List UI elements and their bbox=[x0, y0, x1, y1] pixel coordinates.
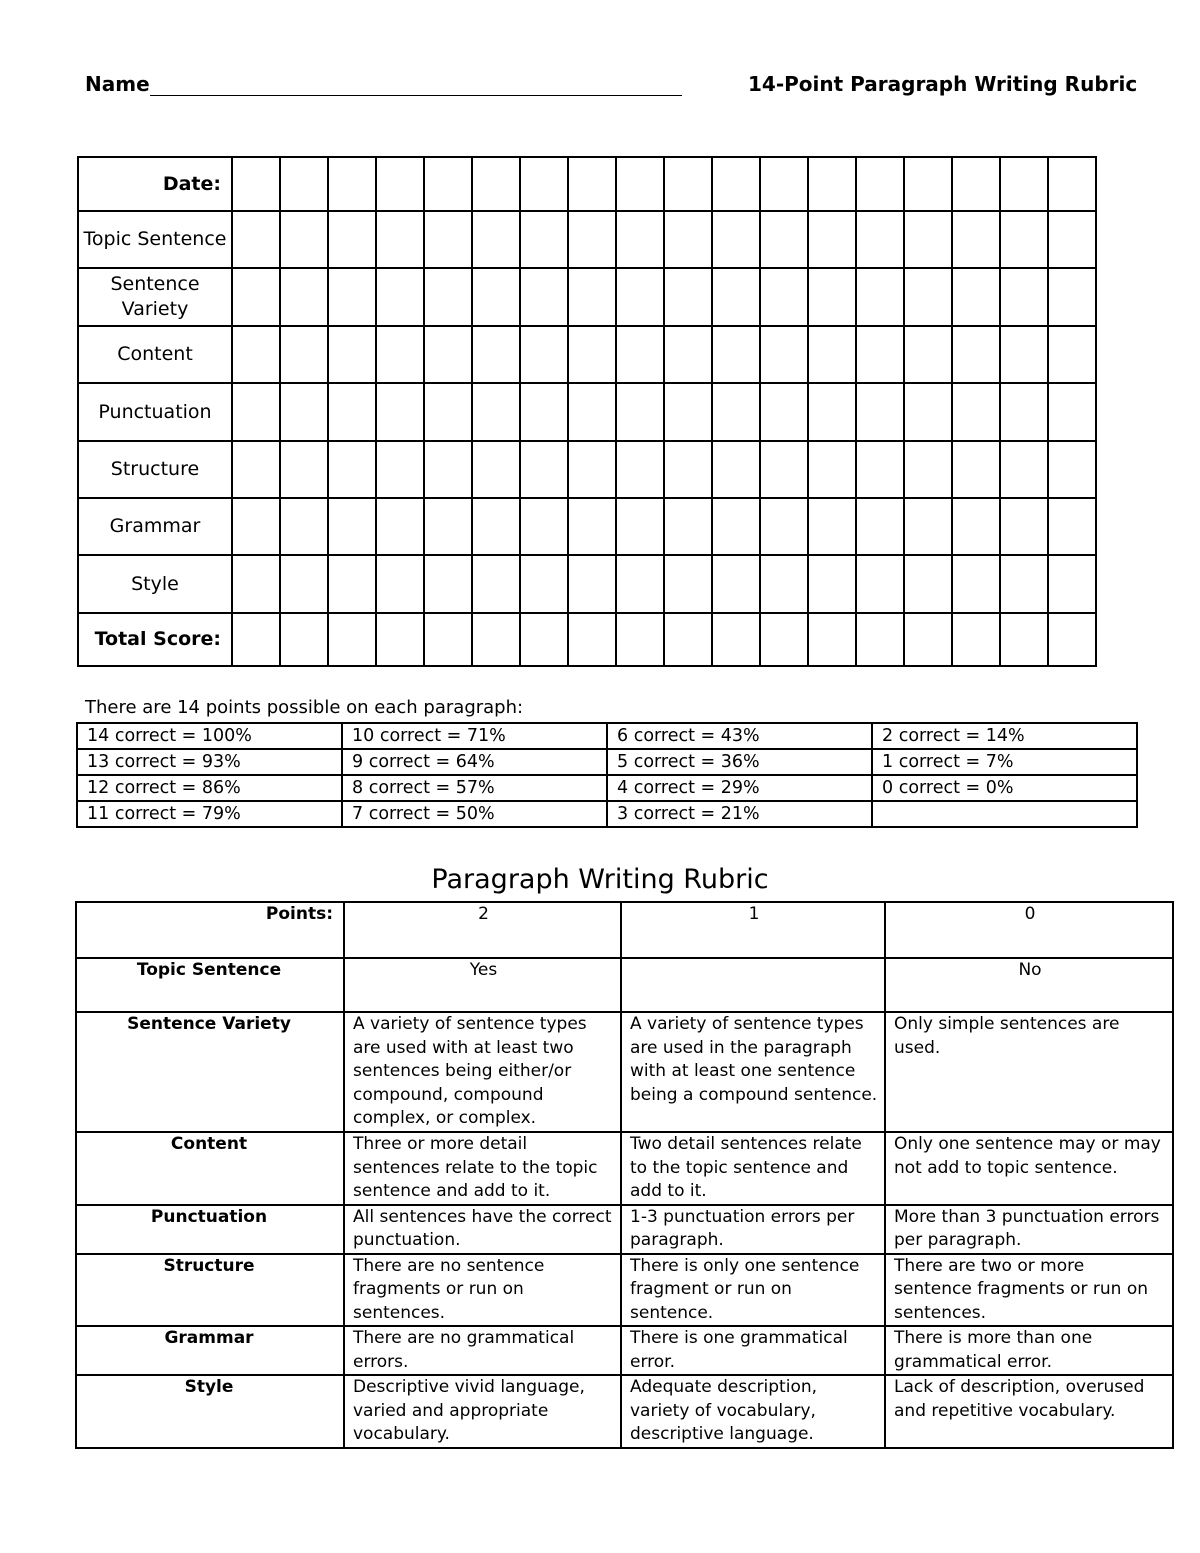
score-cell[interactable] bbox=[712, 211, 760, 268]
score-cell[interactable] bbox=[328, 498, 376, 555]
score-cell[interactable] bbox=[1048, 613, 1096, 666]
score-cell[interactable] bbox=[664, 157, 712, 211]
score-cell[interactable] bbox=[280, 498, 328, 555]
score-cell[interactable] bbox=[424, 383, 472, 441]
percent-row bbox=[77, 723, 1137, 749]
score-cell[interactable] bbox=[520, 157, 568, 211]
score-cell[interactable] bbox=[328, 157, 376, 211]
rubric-row bbox=[76, 1326, 1173, 1375]
criterion-label: Sentence Variety bbox=[78, 268, 232, 326]
criterion-label: Content bbox=[78, 326, 232, 383]
score-cell[interactable] bbox=[376, 211, 424, 268]
score-cell[interactable] bbox=[424, 326, 472, 383]
score-cell[interactable] bbox=[520, 498, 568, 555]
score-cell[interactable] bbox=[808, 498, 856, 555]
score-cell[interactable] bbox=[232, 157, 280, 211]
points-label: Points: bbox=[76, 902, 344, 958]
percent-row bbox=[77, 749, 1137, 775]
score-cell[interactable] bbox=[520, 326, 568, 383]
score-cell[interactable] bbox=[952, 268, 1000, 326]
score-cell[interactable] bbox=[760, 555, 808, 613]
score-cell[interactable] bbox=[1000, 555, 1048, 613]
score-cell[interactable] bbox=[328, 383, 376, 441]
score-cell[interactable] bbox=[712, 555, 760, 613]
percent-cell: 4 correct = 29% bbox=[607, 775, 872, 801]
score-cell[interactable] bbox=[568, 211, 616, 268]
score-cell[interactable] bbox=[760, 211, 808, 268]
percent-cell: 14 correct = 100% bbox=[77, 723, 342, 749]
score-cell[interactable] bbox=[856, 211, 904, 268]
criterion-label: Style bbox=[78, 555, 232, 613]
grid-row bbox=[78, 157, 1096, 211]
score-cell[interactable] bbox=[376, 441, 424, 498]
score-cell[interactable] bbox=[520, 613, 568, 666]
score-cell[interactable] bbox=[808, 157, 856, 211]
points-1: 1 bbox=[621, 902, 885, 958]
score-cell[interactable] bbox=[712, 498, 760, 555]
score-cell[interactable] bbox=[568, 326, 616, 383]
score-cell[interactable] bbox=[1048, 211, 1096, 268]
score-cell[interactable] bbox=[280, 268, 328, 326]
percent-cell: 12 correct = 86% bbox=[77, 775, 342, 801]
score-cell[interactable] bbox=[280, 441, 328, 498]
score-cell[interactable] bbox=[1000, 613, 1048, 666]
score-cell[interactable] bbox=[712, 268, 760, 326]
score-cell[interactable] bbox=[568, 555, 616, 613]
criterion-label: Punctuation bbox=[78, 383, 232, 441]
score-cell[interactable] bbox=[760, 268, 808, 326]
percent-row bbox=[77, 801, 1137, 827]
score-cell[interactable] bbox=[664, 383, 712, 441]
score-cell[interactable] bbox=[952, 613, 1000, 666]
rubric-desc-2: A variety of sentence types are used with at least two sentences being either/or compound, compound complex, or complex. bbox=[344, 1012, 621, 1132]
percent-cell bbox=[872, 801, 1137, 827]
score-cell[interactable] bbox=[376, 157, 424, 211]
percent-cell: 0 correct = 0% bbox=[872, 775, 1137, 801]
score-cell[interactable] bbox=[568, 613, 616, 666]
rubric-criterion: Structure bbox=[76, 1254, 344, 1327]
score-cell[interactable] bbox=[616, 268, 664, 326]
score-cell[interactable] bbox=[664, 268, 712, 326]
rubric-desc-0: Lack of description, overused and repetitive vocabulary. bbox=[885, 1375, 1173, 1448]
rubric-row bbox=[76, 1254, 1173, 1327]
score-cell[interactable] bbox=[904, 555, 952, 613]
score-cell[interactable] bbox=[472, 211, 520, 268]
score-cell[interactable] bbox=[568, 441, 616, 498]
score-cell[interactable] bbox=[472, 498, 520, 555]
score-cell[interactable] bbox=[568, 383, 616, 441]
score-cell[interactable] bbox=[376, 383, 424, 441]
score-cell[interactable] bbox=[664, 613, 712, 666]
score-cell[interactable] bbox=[952, 383, 1000, 441]
score-cell[interactable] bbox=[232, 441, 280, 498]
score-cell[interactable] bbox=[568, 498, 616, 555]
rubric-desc-0: There is more than one grammatical error. bbox=[885, 1326, 1173, 1375]
criterion-label: Structure bbox=[78, 441, 232, 498]
rubric-desc-1: There is one grammatical error. bbox=[621, 1326, 885, 1375]
score-cell[interactable] bbox=[280, 383, 328, 441]
score-cell[interactable] bbox=[760, 157, 808, 211]
score-cell[interactable] bbox=[424, 555, 472, 613]
grid-row bbox=[78, 326, 1096, 383]
grid-row bbox=[78, 211, 1096, 268]
score-cell[interactable] bbox=[664, 211, 712, 268]
rubric-desc-1: Adequate description, variety of vocabulary, descriptive language. bbox=[621, 1375, 885, 1448]
name-field-line[interactable] bbox=[150, 95, 682, 96]
score-cell[interactable] bbox=[856, 613, 904, 666]
paragraph-rubric-table bbox=[75, 901, 1174, 1449]
percent-cell: 10 correct = 71% bbox=[342, 723, 607, 749]
score-cell[interactable] bbox=[328, 268, 376, 326]
grid-row bbox=[78, 441, 1096, 498]
score-cell[interactable] bbox=[808, 441, 856, 498]
score-cell[interactable] bbox=[856, 555, 904, 613]
score-cell[interactable] bbox=[664, 498, 712, 555]
score-cell[interactable] bbox=[904, 326, 952, 383]
percent-cell: 11 correct = 79% bbox=[77, 801, 342, 827]
score-cell[interactable] bbox=[808, 326, 856, 383]
grid-row bbox=[78, 268, 1096, 326]
score-cell[interactable] bbox=[664, 326, 712, 383]
score-cell[interactable] bbox=[1048, 326, 1096, 383]
score-cell[interactable] bbox=[760, 383, 808, 441]
score-cell[interactable] bbox=[376, 498, 424, 555]
rubric-criterion: Sentence Variety bbox=[76, 1012, 344, 1132]
rubric-desc-2: There are no sentence fragments or run on sentences. bbox=[344, 1254, 621, 1327]
score-cell[interactable] bbox=[520, 211, 568, 268]
score-cell[interactable] bbox=[472, 613, 520, 666]
score-cell[interactable] bbox=[1048, 441, 1096, 498]
rubric-row bbox=[76, 1205, 1173, 1254]
score-cell[interactable] bbox=[904, 613, 952, 666]
score-cell[interactable] bbox=[232, 498, 280, 555]
score-cell[interactable] bbox=[760, 441, 808, 498]
score-cell[interactable] bbox=[616, 555, 664, 613]
score-cell[interactable] bbox=[232, 211, 280, 268]
score-cell[interactable] bbox=[232, 613, 280, 666]
score-cell[interactable] bbox=[280, 326, 328, 383]
score-cell[interactable] bbox=[904, 498, 952, 555]
score-cell[interactable] bbox=[376, 555, 424, 613]
percent-cell: 6 correct = 43% bbox=[607, 723, 872, 749]
score-cell[interactable] bbox=[616, 383, 664, 441]
score-cell[interactable] bbox=[1048, 498, 1096, 555]
score-cell[interactable] bbox=[760, 498, 808, 555]
score-cell[interactable] bbox=[856, 498, 904, 555]
score-cell[interactable] bbox=[328, 555, 376, 613]
score-cell[interactable] bbox=[520, 383, 568, 441]
score-cell[interactable] bbox=[904, 383, 952, 441]
score-cell[interactable] bbox=[472, 555, 520, 613]
score-cell[interactable] bbox=[376, 326, 424, 383]
grid-row bbox=[78, 498, 1096, 555]
points-0: 0 bbox=[885, 902, 1173, 958]
score-cell[interactable] bbox=[472, 383, 520, 441]
score-cell[interactable] bbox=[808, 613, 856, 666]
total-score-label: Total Score: bbox=[78, 613, 232, 666]
score-cell[interactable] bbox=[520, 268, 568, 326]
score-cell[interactable] bbox=[712, 441, 760, 498]
score-cell[interactable] bbox=[856, 157, 904, 211]
score-cell[interactable] bbox=[760, 613, 808, 666]
score-cell[interactable] bbox=[232, 268, 280, 326]
score-cell[interactable] bbox=[952, 441, 1000, 498]
score-cell[interactable] bbox=[1048, 157, 1096, 211]
percent-cell: 8 correct = 57% bbox=[342, 775, 607, 801]
rubric-row bbox=[76, 1012, 1173, 1132]
page-title: 14-Point Paragraph Writing Rubric bbox=[748, 72, 1138, 96]
rubric-criterion: Grammar bbox=[76, 1326, 344, 1375]
rubric-criterion: Punctuation bbox=[76, 1205, 344, 1254]
rubric-desc-2: There are no grammatical errors. bbox=[344, 1326, 621, 1375]
score-cell[interactable] bbox=[856, 383, 904, 441]
score-tracking-grid bbox=[77, 156, 1097, 667]
score-cell[interactable] bbox=[664, 441, 712, 498]
score-cell[interactable] bbox=[856, 326, 904, 383]
score-cell[interactable] bbox=[808, 211, 856, 268]
rubric-desc-1: 1-3 punctuation errors per paragraph. bbox=[621, 1205, 885, 1254]
rubric-desc-0: Only simple sentences are used. bbox=[885, 1012, 1173, 1132]
score-cell[interactable] bbox=[808, 383, 856, 441]
score-cell[interactable] bbox=[280, 157, 328, 211]
score-cell[interactable] bbox=[1000, 498, 1048, 555]
rubric-desc-0: Only one sentence may or may not add to topic sentence. bbox=[885, 1132, 1173, 1205]
score-cell[interactable] bbox=[376, 613, 424, 666]
percent-cell: 5 correct = 36% bbox=[607, 749, 872, 775]
score-cell[interactable] bbox=[328, 211, 376, 268]
rubric-title: Paragraph Writing Rubric bbox=[431, 864, 769, 895]
percent-cell: 3 correct = 21% bbox=[607, 801, 872, 827]
score-cell[interactable] bbox=[1000, 383, 1048, 441]
score-cell[interactable] bbox=[760, 326, 808, 383]
score-cell[interactable] bbox=[856, 441, 904, 498]
score-cell[interactable] bbox=[712, 157, 760, 211]
rubric-desc-0: There are two or more sentence fragments or run on sentences. bbox=[885, 1254, 1173, 1327]
rubric-desc-2: Descriptive vivid language, varied and appropriate vocabulary. bbox=[344, 1375, 621, 1448]
grid-row bbox=[78, 383, 1096, 441]
score-cell[interactable] bbox=[952, 211, 1000, 268]
rubric-row bbox=[76, 958, 1173, 1012]
rubric-desc-0: More than 3 punctuation errors per paragraph. bbox=[885, 1205, 1173, 1254]
points-2: 2 bbox=[344, 902, 621, 958]
rubric-desc-2: Yes bbox=[344, 958, 621, 1012]
score-cell[interactable] bbox=[520, 441, 568, 498]
score-cell[interactable] bbox=[520, 555, 568, 613]
score-cell[interactable] bbox=[280, 613, 328, 666]
score-cell[interactable] bbox=[1000, 326, 1048, 383]
rubric-criterion: Topic Sentence bbox=[76, 958, 344, 1012]
score-cell[interactable] bbox=[904, 211, 952, 268]
score-cell[interactable] bbox=[424, 211, 472, 268]
rubric-desc-0: No bbox=[885, 958, 1173, 1012]
score-cell[interactable] bbox=[472, 268, 520, 326]
rubric-row bbox=[76, 1375, 1173, 1448]
percent-cell: 1 correct = 7% bbox=[872, 749, 1137, 775]
score-cell[interactable] bbox=[808, 555, 856, 613]
score-cell[interactable] bbox=[712, 326, 760, 383]
score-cell[interactable] bbox=[616, 498, 664, 555]
score-cell[interactable] bbox=[328, 326, 376, 383]
score-cell[interactable] bbox=[664, 555, 712, 613]
percent-cell: 2 correct = 14% bbox=[872, 723, 1137, 749]
score-cell[interactable] bbox=[616, 613, 664, 666]
score-cell[interactable] bbox=[424, 498, 472, 555]
score-cell[interactable] bbox=[1000, 211, 1048, 268]
score-cell[interactable] bbox=[1000, 157, 1048, 211]
score-cell[interactable] bbox=[952, 157, 1000, 211]
score-cell[interactable] bbox=[904, 441, 952, 498]
score-cell[interactable] bbox=[616, 211, 664, 268]
criterion-label: Grammar bbox=[78, 498, 232, 555]
score-cell[interactable] bbox=[232, 555, 280, 613]
score-cell[interactable] bbox=[808, 268, 856, 326]
score-cell[interactable] bbox=[424, 157, 472, 211]
score-cell[interactable] bbox=[472, 157, 520, 211]
score-cell[interactable] bbox=[568, 268, 616, 326]
percent-conversion-table bbox=[76, 722, 1138, 828]
score-cell[interactable] bbox=[280, 555, 328, 613]
percent-row bbox=[77, 775, 1137, 801]
score-cell[interactable] bbox=[472, 326, 520, 383]
score-cell[interactable] bbox=[1048, 383, 1096, 441]
grid-row bbox=[78, 613, 1096, 666]
score-cell[interactable] bbox=[616, 326, 664, 383]
percent-cell: 7 correct = 50% bbox=[342, 801, 607, 827]
score-cell[interactable] bbox=[952, 326, 1000, 383]
score-cell[interactable] bbox=[424, 613, 472, 666]
percent-intro: There are 14 points possible on each paragraph: bbox=[85, 697, 524, 718]
score-cell[interactable] bbox=[712, 613, 760, 666]
rubric-desc-1 bbox=[621, 958, 885, 1012]
rubric-criterion: Style bbox=[76, 1375, 344, 1448]
score-cell[interactable] bbox=[568, 157, 616, 211]
score-cell[interactable] bbox=[1000, 441, 1048, 498]
rubric-criterion: Content bbox=[76, 1132, 344, 1205]
score-cell[interactable] bbox=[1048, 268, 1096, 326]
score-cell[interactable] bbox=[1000, 268, 1048, 326]
score-cell[interactable] bbox=[424, 441, 472, 498]
score-cell[interactable] bbox=[472, 441, 520, 498]
score-cell[interactable] bbox=[952, 498, 1000, 555]
score-cell[interactable] bbox=[424, 268, 472, 326]
score-cell[interactable] bbox=[1048, 555, 1096, 613]
score-cell[interactable] bbox=[616, 441, 664, 498]
rubric-desc-1: Two detail sentences relate to the topic sentence and add to it. bbox=[621, 1132, 885, 1205]
score-cell[interactable] bbox=[904, 268, 952, 326]
criterion-label: Topic Sentence bbox=[78, 211, 232, 268]
score-cell[interactable] bbox=[952, 555, 1000, 613]
score-cell[interactable] bbox=[328, 613, 376, 666]
percent-cell: 13 correct = 93% bbox=[77, 749, 342, 775]
score-cell[interactable] bbox=[328, 441, 376, 498]
grid-row bbox=[78, 555, 1096, 613]
percent-cell: 9 correct = 64% bbox=[342, 749, 607, 775]
score-cell[interactable] bbox=[232, 326, 280, 383]
date-label: Date: bbox=[78, 157, 232, 211]
score-cell[interactable] bbox=[712, 383, 760, 441]
score-cell[interactable] bbox=[280, 211, 328, 268]
rubric-desc-2: All sentences have the correct punctuation. bbox=[344, 1205, 621, 1254]
score-cell[interactable] bbox=[616, 157, 664, 211]
rubric-desc-2: Three or more detail sentences relate to the topic sentence and add to it. bbox=[344, 1132, 621, 1205]
score-cell[interactable] bbox=[856, 268, 904, 326]
name-label: Name bbox=[85, 72, 150, 96]
score-cell[interactable] bbox=[904, 157, 952, 211]
rubric-row bbox=[76, 1132, 1173, 1205]
rubric-desc-1: A variety of sentence types are used in the paragraph with at least one sentence being a compound sentence. bbox=[621, 1012, 885, 1132]
score-cell[interactable] bbox=[232, 383, 280, 441]
rubric-desc-1: There is only one sentence fragment or run on sentence. bbox=[621, 1254, 885, 1327]
rubric-points-row bbox=[76, 902, 1173, 958]
score-cell[interactable] bbox=[376, 268, 424, 326]
